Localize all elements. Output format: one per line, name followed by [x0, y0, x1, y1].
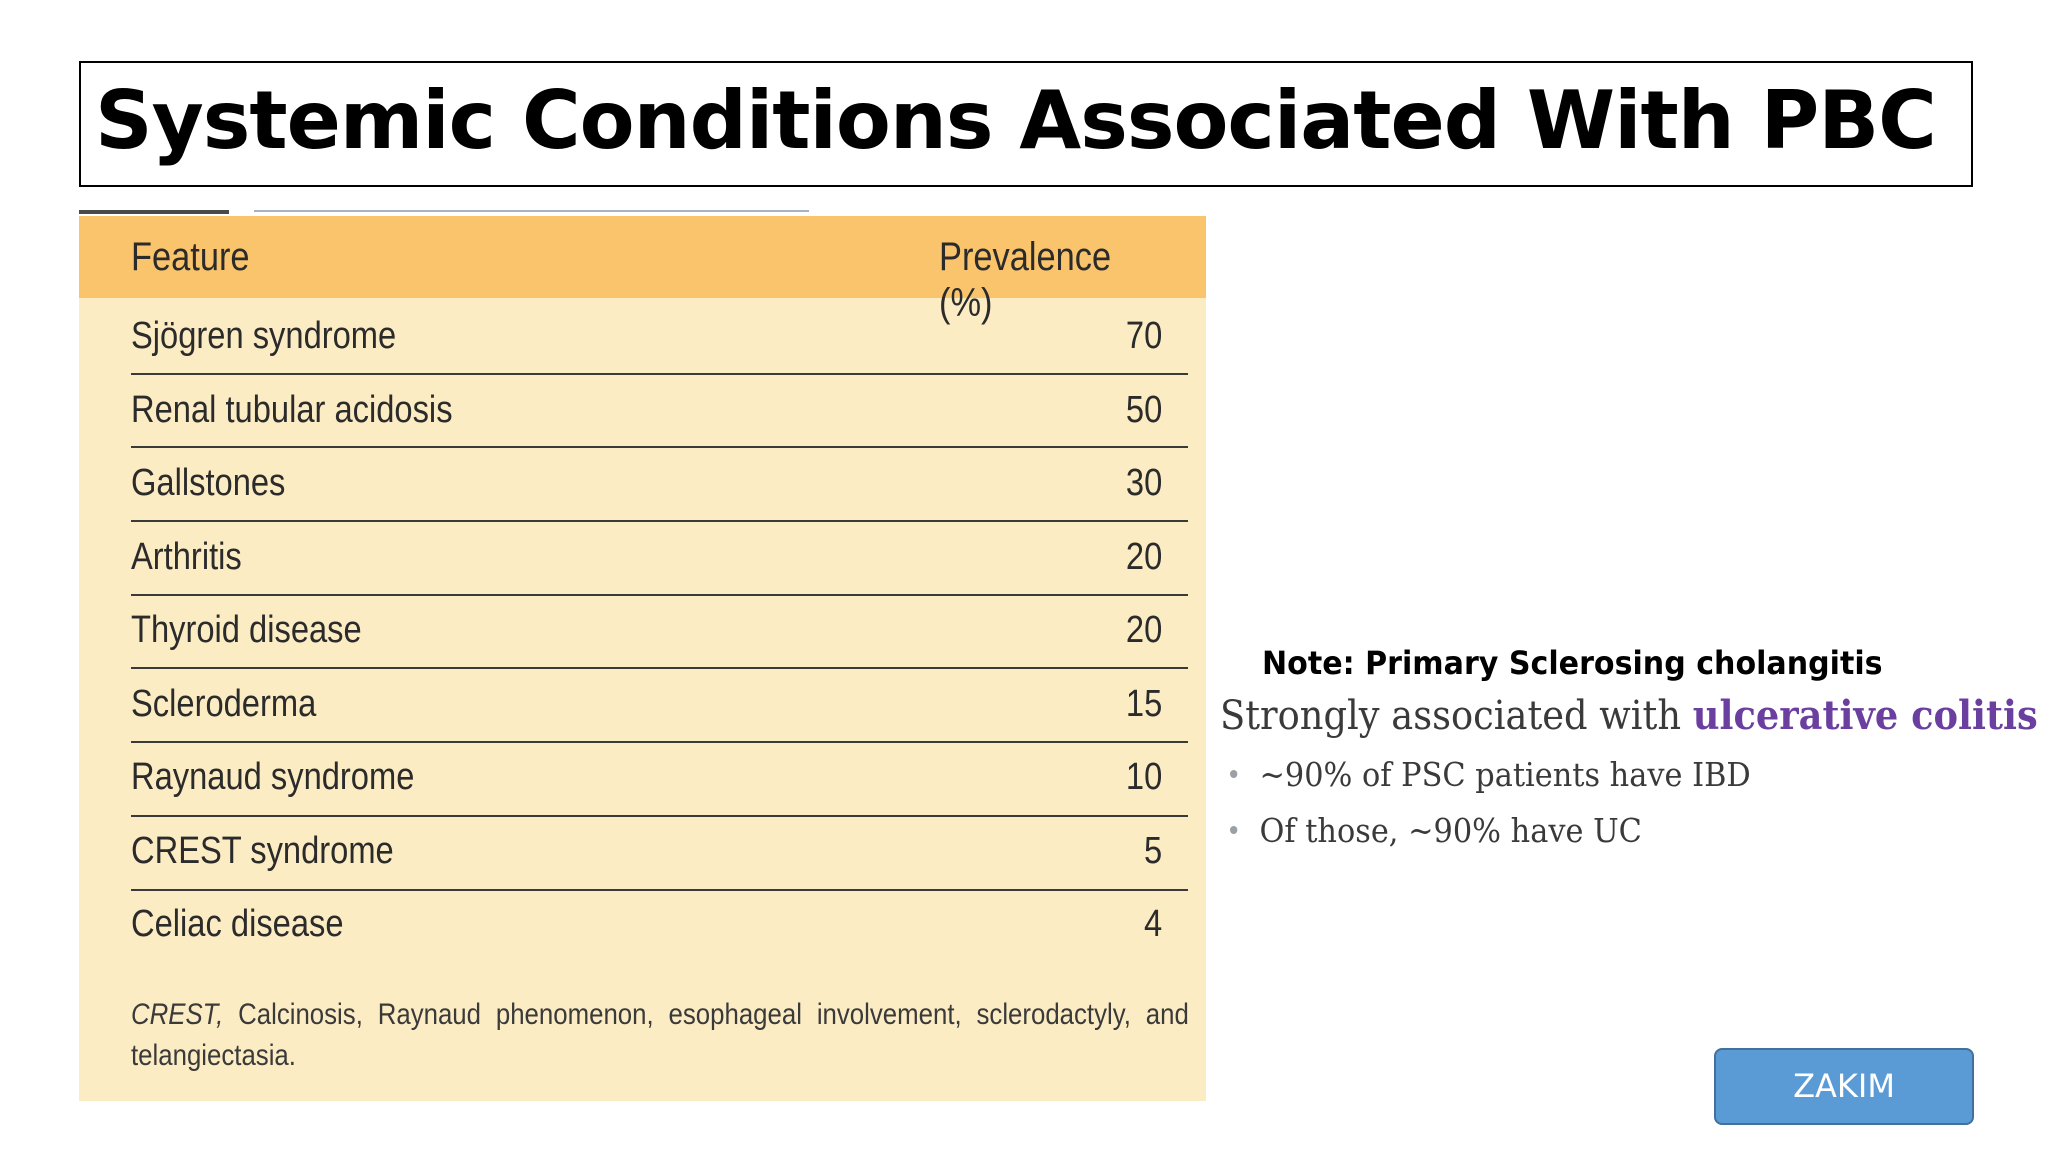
- cell-prevalence: 5: [1143, 829, 1162, 872]
- cell-prevalence: 10: [1125, 756, 1162, 798]
- slide-title: Systemic Conditions Associated With PBC: [95, 74, 1936, 167]
- bullet-item: [1230, 808, 1642, 854]
- table-row: [131, 372, 1264, 446]
- header-prevalence: Prevalence (%): [939, 235, 1112, 325]
- footnote-text: Calcinosis, Raynaud phenomenon, esophageal involvement, sclerodactyly, and telangiectasia.: [131, 998, 1189, 1072]
- table-row: [131, 739, 1264, 813]
- cell-prevalence: 30: [1125, 462, 1162, 504]
- row-divider: [131, 373, 1188, 375]
- association-highlight: ulcerative colitis: [1692, 692, 2038, 739]
- bullet-text: Of those, ~90% have UC: [1259, 811, 1642, 850]
- association-statement: [1220, 688, 2038, 744]
- bullet-dot-icon: [1230, 826, 1237, 834]
- table-footnote: [131, 994, 1189, 1076]
- cell-feature: Arthritis: [131, 535, 242, 578]
- cell-feature: Scleroderma: [131, 682, 317, 725]
- bullet-text: ~90% of PSC patients have IBD: [1259, 755, 1751, 794]
- cell-prevalence: 20: [1125, 535, 1162, 578]
- decorative-divider: [79, 210, 229, 214]
- row-divider: [131, 667, 1188, 669]
- header-feature: Feature: [131, 235, 250, 279]
- association-prefix: Strongly associated with: [1220, 693, 1693, 739]
- decorative-divider: [254, 210, 809, 212]
- table-row: [131, 886, 1264, 960]
- zakim-button[interactable]: ZAKIM: [1714, 1048, 1974, 1125]
- title-box: [79, 61, 1973, 187]
- bullet-item: [1230, 752, 1751, 798]
- cell-feature: Celiac disease: [131, 903, 344, 945]
- row-divider: [131, 741, 1188, 743]
- table-row: [131, 813, 1264, 887]
- table-row: [131, 445, 1264, 519]
- note-heading: Note: Primary Sclerosing cholangitis: [1262, 644, 1883, 682]
- bullet-dot-icon: [1230, 770, 1237, 778]
- row-divider: [131, 889, 1188, 891]
- table-body: [131, 298, 1264, 960]
- cell-feature: Renal tubular acidosis: [131, 388, 453, 431]
- cell-feature: Thyroid disease: [131, 609, 362, 651]
- footnote-abbreviation: CREST,: [131, 998, 224, 1031]
- cell-prevalence: 50: [1125, 388, 1162, 431]
- row-divider: [131, 815, 1188, 817]
- cell-feature: Raynaud syndrome: [131, 756, 415, 798]
- cell-prevalence: 4: [1143, 903, 1162, 945]
- table-row: [131, 666, 1264, 740]
- cell-feature: Sjögren syndrome: [131, 315, 397, 357]
- cell-prevalence: 20: [1125, 609, 1162, 651]
- cell-prevalence: 70: [1125, 315, 1162, 357]
- row-divider: [131, 446, 1188, 448]
- cell-feature: Gallstones: [131, 462, 286, 504]
- cell-feature: CREST syndrome: [131, 829, 394, 872]
- prevalence-table: [79, 216, 1206, 1101]
- table-header: [79, 216, 1206, 325]
- cell-prevalence: 15: [1125, 682, 1162, 725]
- table-row: [131, 298, 1264, 372]
- row-divider: [131, 594, 1188, 596]
- row-divider: [131, 520, 1188, 522]
- table-row: [131, 592, 1264, 666]
- table-row: [131, 519, 1264, 593]
